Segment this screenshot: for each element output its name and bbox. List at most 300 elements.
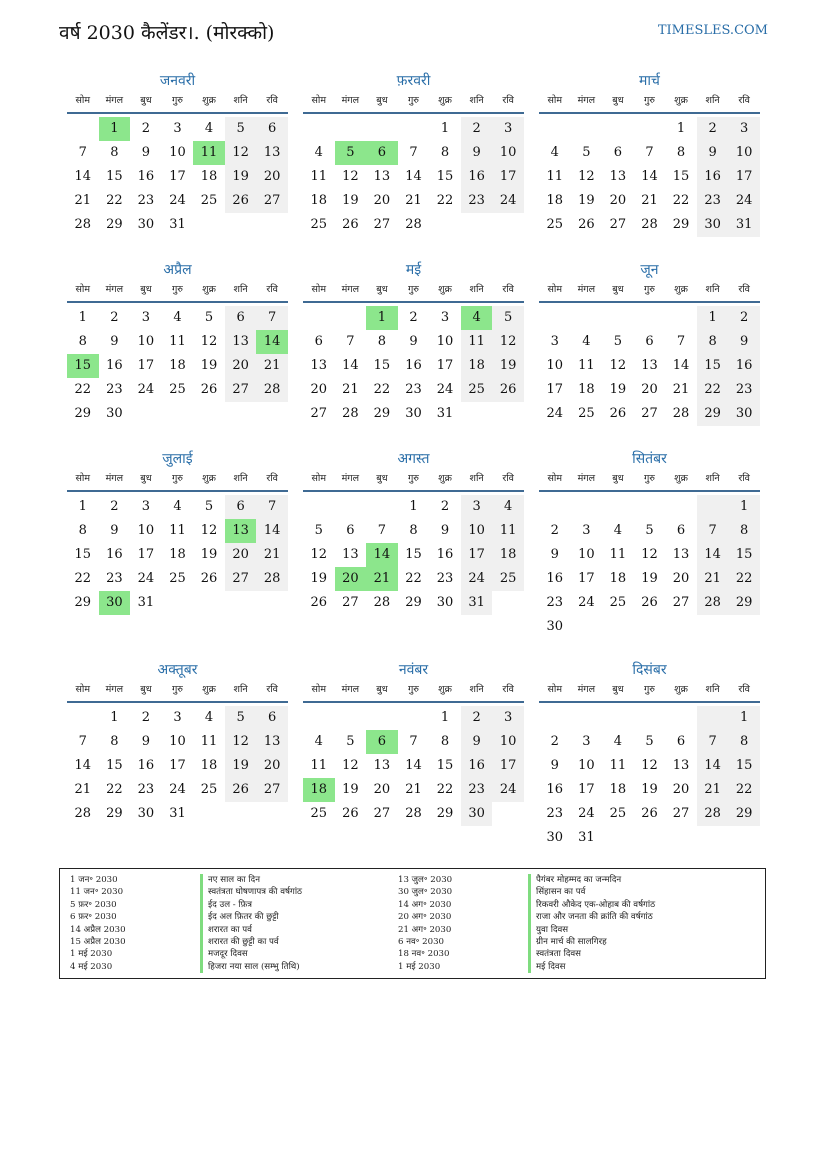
day-cell: 17 bbox=[461, 543, 493, 567]
day-cell: 17 bbox=[436, 358, 454, 373]
day-cell: 18 bbox=[169, 547, 186, 562]
day-cell: 2 bbox=[110, 499, 119, 514]
weekday-label: गुरु bbox=[407, 284, 419, 295]
day-cell: 10 bbox=[137, 334, 155, 349]
day-cell: 4 bbox=[613, 523, 623, 538]
day-cell: 8 bbox=[697, 330, 729, 354]
day-cell: 11 bbox=[169, 334, 186, 349]
weekday-label: शुक्र bbox=[674, 684, 688, 695]
weekday-label: मंगल bbox=[577, 284, 596, 295]
empty-cell bbox=[539, 495, 571, 519]
weekday-label: मंगल bbox=[105, 284, 124, 295]
weekday-header bbox=[539, 470, 760, 492]
weekday-label: गुरु bbox=[171, 95, 183, 106]
day-cell: 27 bbox=[225, 567, 257, 591]
day-cell: 8 bbox=[440, 734, 450, 749]
weekday-header bbox=[303, 470, 524, 492]
holiday-date: 6 फ़र॰ 2030 bbox=[70, 912, 117, 923]
day-cell: 17 bbox=[578, 571, 595, 586]
weekday-header bbox=[67, 470, 288, 492]
day-cell: 14 bbox=[256, 519, 288, 543]
day-cell: 9 bbox=[697, 141, 729, 165]
day-grid bbox=[67, 495, 288, 615]
day-cell: 28 bbox=[373, 595, 391, 610]
day-cell: 22 bbox=[405, 571, 422, 586]
weekday-label: शुक्र bbox=[674, 95, 688, 106]
day-cell: 14 bbox=[405, 758, 422, 773]
day-cell: 31 bbox=[578, 830, 595, 845]
day-cell: 30 bbox=[697, 213, 729, 237]
day-grid bbox=[539, 306, 760, 426]
day-cell: 24 bbox=[492, 189, 524, 213]
empty-cell bbox=[571, 495, 603, 519]
day-cell: 12 bbox=[578, 169, 595, 184]
holiday-date: 13 जुल॰ 2030 bbox=[398, 875, 453, 885]
holiday-day-cell: 30 bbox=[99, 591, 131, 615]
holiday-day-cell: 11 bbox=[193, 141, 225, 165]
day-cell: 4 bbox=[613, 734, 623, 749]
day-cell: 15 bbox=[106, 169, 123, 184]
holiday-name: स्वतंत्रता दिवस bbox=[528, 948, 655, 960]
day-cell: 13 bbox=[609, 169, 627, 184]
day-cell: 22 bbox=[728, 567, 760, 591]
day-cell: 25 bbox=[169, 382, 186, 397]
day-cell: 16 bbox=[106, 358, 123, 373]
day-cell: 2 bbox=[409, 310, 418, 325]
day-cell: 13 bbox=[256, 141, 288, 165]
day-cell: 5 bbox=[645, 523, 654, 538]
day-cell: 25 bbox=[200, 782, 218, 797]
day-cell: 1 bbox=[440, 710, 450, 725]
empty-cell bbox=[602, 306, 634, 330]
weekday-label: सोम bbox=[547, 95, 563, 106]
holiday-name: सिंहासन का पर्व bbox=[528, 886, 655, 898]
weekday-label: शुक्र bbox=[202, 95, 216, 106]
month-name: जून bbox=[640, 262, 659, 278]
day-cell: 29 bbox=[106, 217, 123, 232]
day-cell: 23 bbox=[461, 778, 493, 802]
weekday-label: रवि bbox=[266, 95, 278, 106]
day-cell: 16 bbox=[106, 547, 123, 562]
day-cell: 12 bbox=[609, 358, 627, 373]
day-cell: 1 bbox=[78, 499, 87, 514]
weekday-label: शनि bbox=[705, 284, 720, 295]
weekday-header bbox=[303, 281, 524, 303]
day-cell: 3 bbox=[141, 310, 151, 325]
month-name: दिसंबर bbox=[632, 662, 667, 678]
weekday-label: मंगल bbox=[105, 684, 124, 695]
day-cell: 10 bbox=[492, 141, 524, 165]
day-cell: 3 bbox=[141, 499, 151, 514]
day-cell: 20 bbox=[672, 571, 690, 586]
month-calendar bbox=[303, 71, 524, 237]
empty-cell bbox=[398, 117, 430, 141]
holiday-day-cell: 1 bbox=[99, 117, 131, 141]
weekday-header bbox=[539, 92, 760, 114]
day-cell: 1 bbox=[697, 306, 729, 330]
day-grid bbox=[539, 117, 760, 237]
day-cell: 4 bbox=[314, 734, 323, 749]
weekday-label: शनि bbox=[469, 684, 484, 695]
day-cell: 3 bbox=[173, 121, 182, 136]
day-grid bbox=[67, 117, 288, 237]
day-cell: 27 bbox=[256, 778, 288, 802]
weekday-label: गुरु bbox=[171, 473, 183, 484]
day-cell: 14 bbox=[342, 358, 359, 373]
empty-cell bbox=[665, 706, 697, 730]
day-cell: 23 bbox=[137, 193, 155, 208]
day-cell: 22 bbox=[697, 378, 729, 402]
day-cell: 23 bbox=[461, 189, 493, 213]
day-cell: 1 bbox=[440, 121, 450, 136]
month-calendar bbox=[303, 260, 524, 426]
day-cell: 1 bbox=[676, 121, 686, 136]
weekday-label: बुध bbox=[376, 684, 388, 695]
day-cell: 6 bbox=[613, 145, 623, 160]
weekday-label: बुध bbox=[140, 95, 152, 106]
day-cell: 22 bbox=[74, 382, 92, 397]
day-cell: 21 bbox=[74, 782, 92, 797]
weekday-label: सोम bbox=[75, 684, 91, 695]
day-cell: 22 bbox=[106, 782, 123, 797]
day-cell: 12 bbox=[225, 141, 257, 165]
day-cell: 28 bbox=[342, 406, 359, 421]
weekday-label: रवि bbox=[266, 684, 278, 695]
day-cell: 20 bbox=[641, 382, 658, 397]
day-cell: 2 bbox=[461, 706, 493, 730]
day-cell: 24 bbox=[546, 406, 564, 421]
day-cell: 8 bbox=[676, 145, 686, 160]
day-grid bbox=[67, 306, 288, 426]
day-cell: 14 bbox=[74, 169, 92, 184]
day-cell: 25 bbox=[310, 217, 328, 232]
weekday-label: शुक्र bbox=[438, 284, 452, 295]
day-cell: 9 bbox=[409, 334, 418, 349]
weekday-label: सोम bbox=[547, 284, 563, 295]
day-cell: 31 bbox=[169, 217, 186, 232]
holiday-name: युवा दिवस bbox=[528, 924, 655, 936]
day-cell: 23 bbox=[405, 382, 422, 397]
day-cell: 8 bbox=[728, 519, 760, 543]
day-cell: 26 bbox=[492, 378, 524, 402]
day-cell: 18 bbox=[492, 543, 524, 567]
day-cell: 25 bbox=[310, 806, 328, 821]
day-cell: 28 bbox=[256, 378, 288, 402]
weekday-label: शुक्र bbox=[202, 473, 216, 484]
day-cell: 17 bbox=[728, 165, 760, 189]
weekday-label: सोम bbox=[75, 95, 91, 106]
month-calendar bbox=[67, 660, 288, 826]
holiday-dates-col-2 bbox=[398, 874, 452, 973]
weekday-label: रवि bbox=[502, 473, 514, 484]
day-cell: 15 bbox=[728, 543, 760, 567]
holiday-day-cell: 1 bbox=[366, 306, 398, 330]
day-cell: 4 bbox=[173, 310, 182, 325]
day-cell: 16 bbox=[405, 358, 422, 373]
weekday-label: मंगल bbox=[105, 95, 124, 106]
day-cell: 4 bbox=[204, 710, 214, 725]
weekday-label: सोम bbox=[75, 284, 91, 295]
day-cell: 4 bbox=[173, 499, 182, 514]
day-cell: 5 bbox=[582, 145, 591, 160]
day-cell: 2 bbox=[550, 734, 559, 749]
day-cell: 2 bbox=[141, 121, 151, 136]
day-cell: 20 bbox=[256, 165, 288, 189]
day-cell: 23 bbox=[546, 595, 564, 610]
weekday-label: बुध bbox=[376, 473, 388, 484]
day-cell: 13 bbox=[225, 330, 257, 354]
day-cell: 26 bbox=[609, 406, 627, 421]
weekday-label: शनि bbox=[233, 95, 248, 106]
day-cell: 2 bbox=[550, 523, 559, 538]
day-cell: 11 bbox=[546, 169, 564, 184]
day-cell: 31 bbox=[728, 213, 760, 237]
weekday-header bbox=[303, 681, 524, 703]
day-cell: 18 bbox=[578, 382, 595, 397]
holiday-dates-col-1 bbox=[70, 874, 126, 973]
day-cell: 18 bbox=[310, 193, 328, 208]
day-cell: 29 bbox=[728, 591, 760, 615]
day-cell: 6 bbox=[645, 334, 654, 349]
day-cell: 12 bbox=[492, 330, 524, 354]
day-grid bbox=[303, 706, 524, 826]
empty-cell bbox=[665, 306, 697, 330]
day-cell: 20 bbox=[256, 754, 288, 778]
weekday-label: रवि bbox=[502, 95, 514, 106]
day-cell: 9 bbox=[440, 523, 450, 538]
empty-cell bbox=[303, 706, 335, 730]
day-cell: 17 bbox=[169, 758, 186, 773]
day-cell: 17 bbox=[492, 165, 524, 189]
weekday-label: रवि bbox=[738, 284, 750, 295]
day-cell: 9 bbox=[110, 523, 119, 538]
day-cell: 19 bbox=[342, 782, 359, 797]
day-cell: 24 bbox=[578, 595, 595, 610]
day-cell: 22 bbox=[672, 193, 690, 208]
day-cell: 2 bbox=[697, 117, 729, 141]
day-cell: 8 bbox=[440, 145, 450, 160]
holiday-name: हिजरा नया साल (सम्भु तिथि) bbox=[200, 961, 302, 973]
month-calendar bbox=[539, 449, 760, 639]
day-cell: 24 bbox=[169, 782, 186, 797]
day-cell: 24 bbox=[492, 778, 524, 802]
holiday-name: ईद उल - फ़ित्र bbox=[200, 899, 302, 911]
weekday-label: बुध bbox=[140, 473, 152, 484]
holiday-day-cell: 13 bbox=[225, 519, 257, 543]
day-cell: 19 bbox=[225, 754, 257, 778]
day-cell: 23 bbox=[546, 806, 564, 821]
day-cell: 2 bbox=[461, 117, 493, 141]
day-cell: 16 bbox=[137, 758, 155, 773]
day-cell: 23 bbox=[106, 382, 123, 397]
month-name: अप्रैल bbox=[163, 262, 192, 278]
empty-cell bbox=[697, 706, 729, 730]
empty-cell bbox=[366, 117, 398, 141]
empty-cell bbox=[335, 306, 367, 330]
day-cell: 19 bbox=[492, 354, 524, 378]
weekday-label: मंगल bbox=[577, 473, 596, 484]
page-title: वर्ष 2030 कैलेंडर।. (मोरक्को) bbox=[59, 22, 275, 44]
day-cell: 25 bbox=[546, 217, 564, 232]
day-cell: 27 bbox=[609, 217, 627, 232]
day-cell: 23 bbox=[728, 378, 760, 402]
day-cell: 12 bbox=[200, 334, 218, 349]
day-cell: 16 bbox=[137, 169, 155, 184]
day-cell: 14 bbox=[697, 754, 729, 778]
day-cell: 23 bbox=[137, 782, 155, 797]
day-cell: 30 bbox=[405, 406, 422, 421]
day-cell: 7 bbox=[409, 145, 418, 160]
day-cell: 21 bbox=[697, 778, 729, 802]
day-cell: 15 bbox=[436, 169, 454, 184]
holiday-date: 20 अग॰ 2030 bbox=[398, 912, 452, 923]
day-cell: 11 bbox=[609, 758, 627, 773]
day-cell: 1 bbox=[728, 495, 760, 519]
day-cell: 28 bbox=[256, 567, 288, 591]
weekday-header bbox=[303, 92, 524, 114]
day-cell: 3 bbox=[440, 310, 450, 325]
holiday-list bbox=[59, 868, 766, 979]
day-cell: 1 bbox=[78, 310, 87, 325]
empty-cell bbox=[634, 306, 666, 330]
day-cell: 21 bbox=[74, 193, 92, 208]
day-cell: 26 bbox=[342, 806, 359, 821]
empty-cell bbox=[67, 117, 99, 141]
day-cell: 9 bbox=[461, 730, 493, 754]
site-link[interactable]: TIMESLES.COM bbox=[657, 23, 768, 38]
day-cell: 13 bbox=[342, 547, 359, 562]
day-cell: 26 bbox=[200, 382, 218, 397]
day-cell: 15 bbox=[405, 547, 422, 562]
weekday-label: शुक्र bbox=[438, 473, 452, 484]
day-cell: 23 bbox=[436, 571, 454, 586]
weekday-label: शुक्र bbox=[438, 684, 452, 695]
day-cell: 21 bbox=[641, 193, 658, 208]
weekday-label: बुध bbox=[612, 473, 624, 484]
day-cell: 3 bbox=[582, 734, 591, 749]
day-grid bbox=[303, 117, 524, 237]
day-cell: 6 bbox=[225, 495, 257, 519]
day-cell: 10 bbox=[461, 519, 493, 543]
weekday-label: शनि bbox=[469, 284, 484, 295]
weekday-label: शनि bbox=[233, 284, 248, 295]
day-cell: 5 bbox=[204, 499, 214, 514]
weekday-label: शनि bbox=[469, 95, 484, 106]
day-cell: 6 bbox=[346, 523, 355, 538]
day-cell: 20 bbox=[672, 782, 690, 797]
day-cell: 7 bbox=[78, 734, 87, 749]
day-grid bbox=[303, 306, 524, 426]
empty-cell bbox=[366, 706, 398, 730]
day-cell: 19 bbox=[310, 571, 328, 586]
empty-cell bbox=[335, 706, 367, 730]
day-cell: 28 bbox=[641, 217, 658, 232]
weekday-label: शनि bbox=[233, 684, 248, 695]
day-cell: 24 bbox=[137, 571, 155, 586]
day-cell: 19 bbox=[342, 193, 359, 208]
day-cell: 10 bbox=[578, 547, 595, 562]
holiday-name: ग्रीन मार्च की सालगिरह bbox=[528, 936, 655, 948]
day-cell: 21 bbox=[697, 567, 729, 591]
month-calendar bbox=[67, 71, 288, 237]
weekday-label: सोम bbox=[547, 473, 563, 484]
empty-cell bbox=[602, 706, 634, 730]
day-cell: 1 bbox=[110, 710, 119, 725]
day-cell: 9 bbox=[461, 141, 493, 165]
weekday-header bbox=[539, 281, 760, 303]
day-cell: 8 bbox=[110, 145, 119, 160]
day-cell: 18 bbox=[200, 758, 218, 773]
month-name: जनवरी bbox=[159, 73, 196, 89]
day-cell: 30 bbox=[137, 217, 155, 232]
day-cell: 10 bbox=[546, 358, 564, 373]
day-cell: 4 bbox=[314, 145, 323, 160]
holiday-name: रिकवरी औकेद एक-ओहाब की वर्षगांठ bbox=[528, 899, 655, 911]
empty-cell bbox=[665, 495, 697, 519]
day-cell: 24 bbox=[169, 193, 186, 208]
weekday-label: शनि bbox=[705, 473, 720, 484]
day-cell: 5 bbox=[225, 706, 257, 730]
day-cell: 22 bbox=[728, 778, 760, 802]
weekday-label: मंगल bbox=[341, 95, 360, 106]
holiday-name: शरारत का पर्व bbox=[200, 924, 302, 936]
day-cell: 19 bbox=[641, 571, 658, 586]
weekday-label: सोम bbox=[75, 473, 91, 484]
weekday-header bbox=[67, 281, 288, 303]
day-cell: 20 bbox=[225, 543, 257, 567]
day-cell: 14 bbox=[405, 169, 422, 184]
day-cell: 29 bbox=[405, 595, 422, 610]
day-cell: 10 bbox=[728, 141, 760, 165]
day-cell: 16 bbox=[546, 571, 564, 586]
day-cell: 9 bbox=[141, 734, 151, 749]
weekday-label: मंगल bbox=[341, 473, 360, 484]
weekday-label: मंगल bbox=[105, 473, 124, 484]
day-cell: 11 bbox=[310, 758, 328, 773]
day-cell: 15 bbox=[74, 547, 92, 562]
day-cell: 24 bbox=[137, 382, 155, 397]
day-cell: 28 bbox=[697, 591, 729, 615]
weekday-label: शुक्र bbox=[202, 684, 216, 695]
day-cell: 4 bbox=[204, 121, 214, 136]
day-cell: 15 bbox=[672, 169, 690, 184]
holiday-day-cell: 20 bbox=[335, 567, 367, 591]
day-cell: 14 bbox=[672, 358, 690, 373]
day-cell: 11 bbox=[200, 734, 218, 749]
day-cell: 5 bbox=[225, 117, 257, 141]
day-cell: 26 bbox=[342, 217, 359, 232]
month-name: जुलाई bbox=[162, 451, 193, 467]
day-cell: 12 bbox=[200, 523, 218, 538]
day-cell: 3 bbox=[492, 117, 524, 141]
weekday-label: गुरु bbox=[643, 284, 655, 295]
day-cell: 21 bbox=[405, 782, 422, 797]
holiday-date: 11 जन॰ 2030 bbox=[70, 887, 124, 898]
month-calendar bbox=[67, 449, 288, 615]
day-cell: 27 bbox=[310, 406, 328, 421]
day-cell: 12 bbox=[310, 547, 328, 562]
holiday-date: 30 जुल॰ 2030 bbox=[398, 887, 453, 898]
day-cell: 7 bbox=[377, 523, 387, 538]
day-cell: 27 bbox=[672, 595, 690, 610]
day-cell: 3 bbox=[173, 710, 182, 725]
holiday-name: पैगंबर मोहम्मद का जन्मदिन bbox=[528, 874, 655, 886]
day-cell: 26 bbox=[641, 595, 658, 610]
weekday-label: रवि bbox=[266, 284, 278, 295]
weekday-header bbox=[67, 92, 288, 114]
day-cell: 7 bbox=[697, 519, 729, 543]
day-cell: 7 bbox=[697, 730, 729, 754]
